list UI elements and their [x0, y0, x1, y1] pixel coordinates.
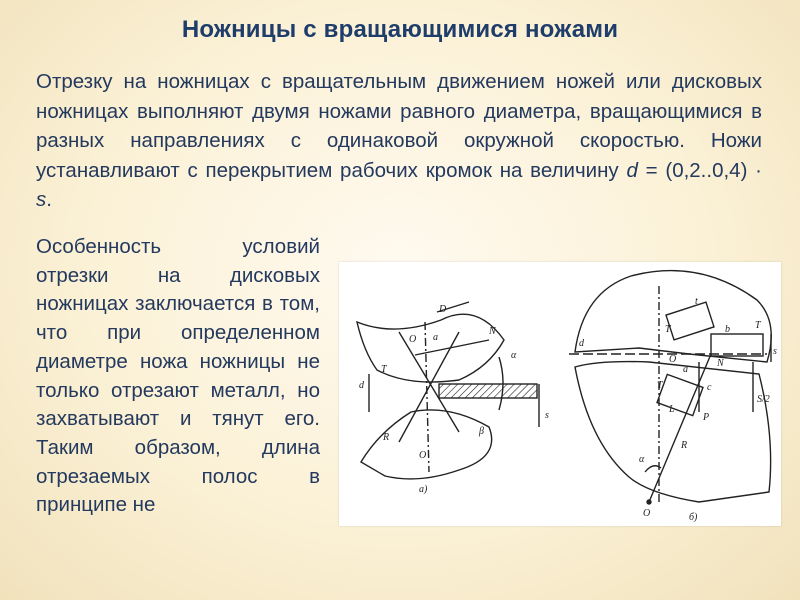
label-c-b: c — [707, 382, 712, 393]
lower-knife-b — [575, 362, 771, 502]
center-point-b — [647, 500, 651, 504]
lower-knife-a — [361, 410, 492, 479]
label-half-s-b: S/2 — [757, 394, 770, 405]
label-O-mid-b: O — [669, 354, 677, 365]
label-a-b: a — [683, 364, 688, 375]
formula-var-d: d — [626, 158, 638, 182]
label-T-mid-b: T — [657, 380, 663, 391]
shear-diagram-svg — [339, 262, 781, 526]
force-line-a1 — [399, 332, 459, 432]
formula-end: . — [46, 188, 52, 211]
label-d-b: d — [579, 338, 584, 349]
label-s-a: s — [545, 410, 549, 421]
diagram-a-labels — [359, 304, 549, 495]
label-L-b: L — [669, 404, 675, 415]
label-d-a: d — [359, 380, 364, 391]
formula-mid: = (0,2..0,4) · — [637, 158, 762, 182]
slide-title: Ножницы с вращающимися ножами — [181, 16, 619, 43]
label-s-b: s — [773, 346, 777, 357]
formula-var-s: s — [36, 188, 47, 211]
label-P-b: P — [703, 412, 710, 423]
caption-a: а) — [419, 484, 428, 495]
label-b-b: b — [725, 324, 730, 335]
label-O-bot-b: O — [643, 508, 651, 519]
label-R-a: R — [383, 432, 390, 443]
caption-b: б) — [689, 512, 698, 523]
label-D-a: D — [439, 304, 447, 315]
diagram-a — [357, 302, 539, 479]
label-R-b: R — [681, 440, 688, 451]
intro-text: Отрезку на ножницах с вращательным движением ножей или дисковых ножницах выполняют двумя ножами равного диаметра, вращающимися в разных направлениях с одинаковой окружной скоростью. Ножи устанавливают с перекрытием рабочих кромок на величину — [36, 70, 762, 182]
force-box-top-b — [666, 302, 714, 340]
side-paragraph: Особенность условий отрезки на дисковых ножницах заключается в том, что при определенном диаметре ножа ножницы не только отрезают металл, но захватывают и тянут его. Таким образом, длина отрезаемых полос в принципе не — [36, 235, 320, 517]
metal-strip-b — [711, 334, 763, 356]
label-N-b: N — [717, 358, 724, 369]
label-N-a: N — [489, 326, 496, 337]
label-t-b: t — [695, 296, 698, 307]
upper-knife-a — [357, 314, 504, 382]
label-O-top-a: O — [409, 334, 417, 345]
label-T-top-b: T — [665, 324, 671, 335]
radius-line-b — [649, 354, 711, 502]
label-O-bot-a: O — [419, 450, 427, 461]
label-T-a: T — [381, 364, 387, 375]
label-alpha-b: α — [639, 454, 645, 465]
intro-paragraph — [36, 67, 762, 215]
label-beta-a: β — [479, 426, 484, 437]
label-T-right-b: T — [755, 320, 761, 331]
label-alpha-a: α — [511, 350, 517, 361]
label-a-a: a — [433, 332, 438, 343]
upper-knife-b — [575, 271, 771, 362]
metal-strip-a — [439, 384, 537, 398]
diagram-figure — [339, 262, 781, 526]
force-box-bot-b — [657, 374, 703, 415]
diagram-b — [569, 271, 771, 504]
